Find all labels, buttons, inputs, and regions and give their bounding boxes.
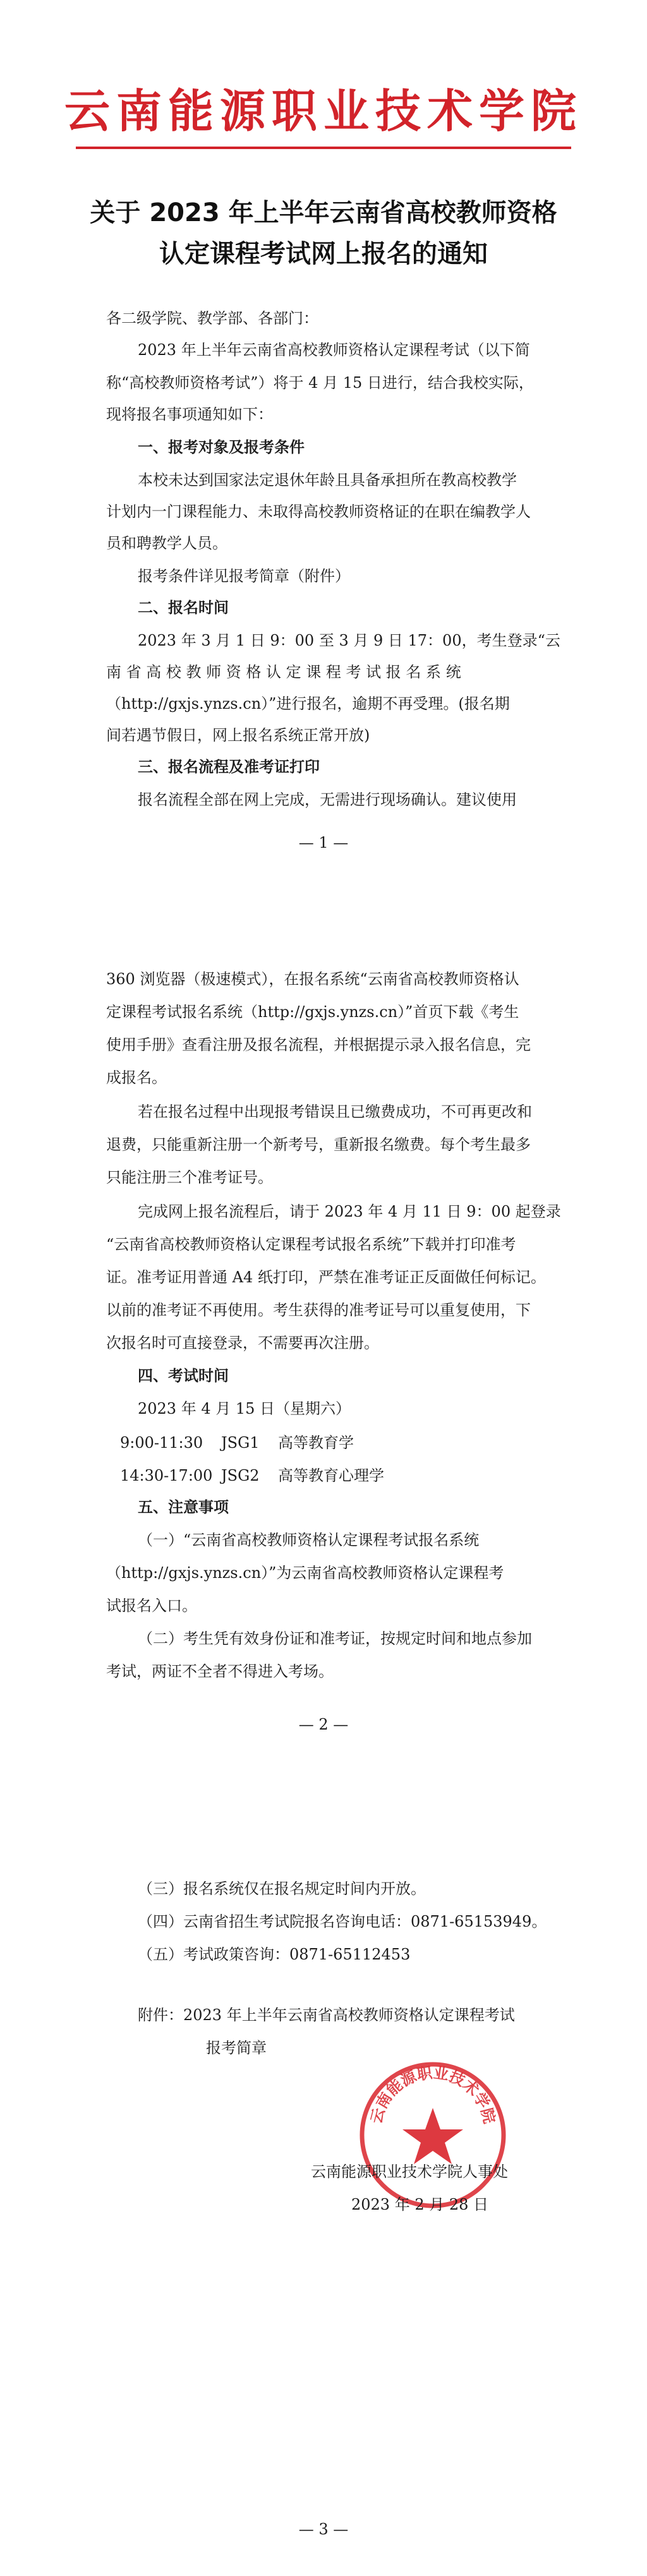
schedule-time: 14:30-17:00 xyxy=(120,1467,213,1484)
section-3-heading: 三、报名流程及准考证打印 xyxy=(138,758,320,776)
note-4: （四）云南省招生考试院报名咨询电话：0871-65153949。 xyxy=(138,1913,547,1930)
section-2-body-line: 2023 年 3 月 1 日 9：00 至 3 月 9 日 17：00，考生登录“云 xyxy=(138,632,560,649)
salutation: 各二级学院、教学部、各部门： xyxy=(106,310,318,327)
page-number: — 1 — xyxy=(298,834,349,852)
note-2-line: （二）考生凭有效身份证和准考证，按规定时间和地点参加 xyxy=(138,1630,532,1647)
exam-date: 2023 年 4 月 15 日（星期六） xyxy=(138,1400,351,1417)
institution-header: 云南能源职业技术学院 xyxy=(64,85,583,138)
section-1-body-line: 计划内一门课程能力、未取得高校教师资格证的在职在编教学人 xyxy=(106,503,531,521)
section-4-heading: 四、考试时间 xyxy=(138,1367,229,1385)
intro-line: 现将报名事项通知如下： xyxy=(106,406,273,423)
error-paragraph-line: 只能注册三个准考证号。 xyxy=(106,1169,273,1186)
issue-date: 2023 年 2 月 28 日 xyxy=(351,2196,489,2213)
attachment-line: 报考简章 xyxy=(206,2039,267,2057)
admission-paragraph-line: 次报名时可直接登录，不需要再次注册。 xyxy=(106,1334,379,1352)
admission-paragraph-line: 证。准考证用普通 A4 纸打印，严禁在准考证正反面做任何标记。 xyxy=(106,1268,546,1286)
section-1-body-line: 员和聘教学人员。 xyxy=(106,534,227,552)
attachment-line: 附件：2023 年上半年云南省高校教师资格认定课程考试 xyxy=(138,2006,515,2024)
seal-text: 云南能源职业技术学院 xyxy=(367,2064,499,2126)
intro-line: 2023 年上半年云南省高校教师资格认定课程考试（以下简 xyxy=(138,341,530,359)
note-5: （五）考试政策咨询：0871-65112453 xyxy=(138,1946,411,1963)
continuation-line: 360 浏览器（极速模式），在报名系统“云南省高校教师资格认 xyxy=(106,970,519,988)
note-3: （三）报名系统仅在报名规定时间内开放。 xyxy=(138,1880,426,1898)
page-number: — 3 — xyxy=(298,2520,349,2538)
note-1-line: （http://gxjs.ynzs.cn）”为云南省高校教师资格认定课程考 xyxy=(106,1564,504,1582)
section-2-body-line: 间若遇节假日，网上报名系统正常开放) xyxy=(106,726,370,744)
section-2-body-line: （http://gxjs.ynzs.cn）”进行报名，逾期不再受理。(报名期 xyxy=(106,695,510,713)
section-1-body-line: 本校未达到国家法定退休年龄且具备承担所在教高校教学 xyxy=(138,471,517,489)
schedule-subject: 高等教育心理学 xyxy=(278,1467,384,1484)
header-divider xyxy=(76,147,571,149)
admission-paragraph-line: 以前的准考证不再使用。考生获得的准考证号可以重复使用，下 xyxy=(106,1301,531,1319)
error-paragraph-line: 若在报名过程中出现报考错误且已缴费成功，不可再更改和 xyxy=(138,1103,532,1121)
note-1-line: （一）“云南省高校教师资格认定课程考试报名系统 xyxy=(138,1531,480,1549)
admission-paragraph-line: “云南省高校教师资格认定课程考试报名系统”下载并打印准考 xyxy=(106,1236,516,1253)
schedule-row xyxy=(120,1430,354,1452)
section-1-note: 报考条件详见报考简章（附件） xyxy=(138,567,350,585)
schedule-subject: 高等教育学 xyxy=(278,1434,354,1452)
admission-paragraph-line: 完成网上报名流程后，请于 2023 年 4 月 11 日 9：00 起登录 xyxy=(138,1203,561,1220)
note-2-line: 考试，两证不全者不得进入考场。 xyxy=(106,1663,334,1680)
error-paragraph-line: 退费，只能重新注册一个新考号，重新报名缴费。每个考生最多 xyxy=(106,1136,531,1153)
document-title-line-2: 认定课程考试网上报名的通知 xyxy=(159,239,488,268)
intro-line: 称“高校教师资格考试”）将于 4 月 15 日进行，结合我校实际， xyxy=(106,374,534,392)
continuation-line: 定课程考试报名系统（http://gxjs.ynzs.cn）”首页下载《考生 xyxy=(106,1003,519,1021)
page-number: — 2 — xyxy=(298,1716,349,1733)
section-2-body-line: 南 省 高 校 教 师 资 格 认 定 课 程 考 试 报 名 系 统 xyxy=(106,663,461,681)
official-seal xyxy=(354,2056,512,2214)
section-1-heading: 一、报考对象及报考条件 xyxy=(138,438,305,456)
schedule-code: JSG1 xyxy=(221,1434,260,1452)
issuing-department: 云南能源职业技术学院人事处 xyxy=(311,2163,508,2181)
note-1-line: 试报名入口。 xyxy=(106,1597,197,1615)
section-5-heading: 五、注意事项 xyxy=(138,1498,229,1516)
document-title-line-1: 关于 2023 年上半年云南省高校教师资格 xyxy=(90,198,557,227)
schedule-code: JSG2 xyxy=(221,1467,260,1484)
continuation-line: 成报名。 xyxy=(106,1069,167,1086)
schedule-time: 9:00-11:30 xyxy=(120,1434,203,1452)
schedule-row xyxy=(120,1463,384,1485)
section-3-body-line: 报名流程全部在网上完成，无需进行现场确认。建议使用 xyxy=(138,791,517,809)
section-2-heading: 二、报名时间 xyxy=(138,599,229,617)
continuation-line: 使用手册》查看注册及报名流程，并根据提示录入报名信息，完 xyxy=(106,1036,531,1054)
